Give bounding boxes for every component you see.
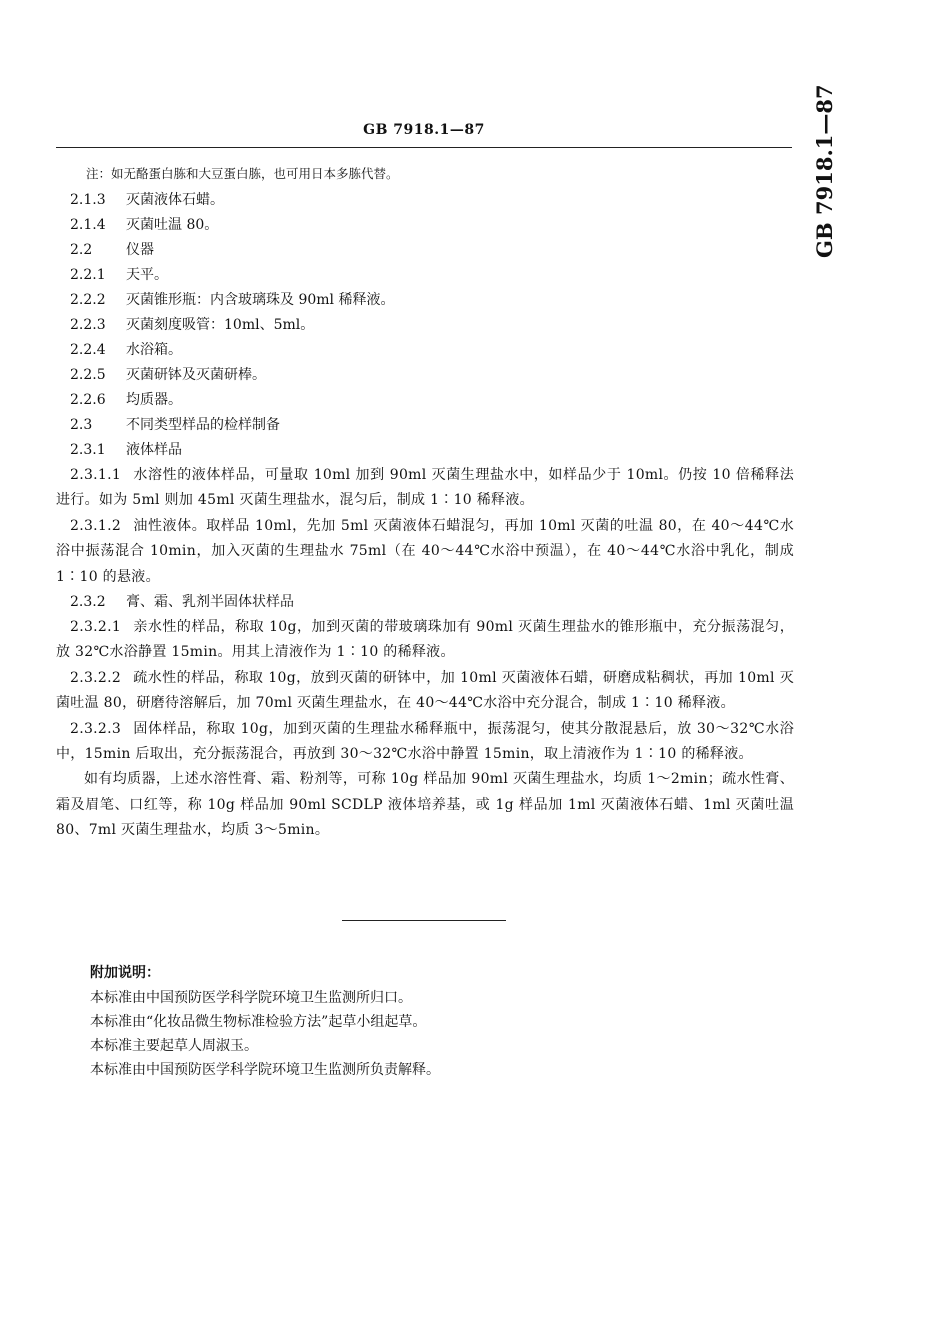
clause-text: 疏水性的样品，称取 10g，放到灭菌的研钵中，加 10ml 灭菌液体石蜡，研磨成粘稠状，再加 10ml 灭菌吐温 80，研磨待溶解后，加 70ml 灭菌生理盐水，在 40～44℃水浴中充分混合，制成 1∶10 稀释液。 [56, 669, 794, 712]
side-standard-code: GB 7918.1—87 [812, 84, 837, 258]
section-item [56, 313, 794, 338]
section-heading [56, 590, 794, 615]
section-item [56, 263, 794, 288]
section-separator [342, 920, 506, 921]
section-number: 2.2.6 [70, 392, 106, 408]
section-text: 天平。 [126, 267, 168, 283]
clause-text: 固体样品，称取 10g，加到灭菌的生理盐水稀释瓶中，振荡混匀，使其分散混悬后，放 30～32℃水浴中，15min 后取出，充分振荡混合，再放到 30～32℃水浴中静置 15min，取上清液作为 1∶10 的稀释液。 [56, 720, 794, 763]
section-number: 2.1.3 [70, 192, 106, 208]
header-rule [56, 147, 792, 148]
section-item [56, 363, 794, 388]
clause-text: 亲水性的样品，称取 10g，加到灭菌的带玻璃珠加有 90ml 灭菌生理盐水的锥形瓶中，充分振荡混匀，放 32℃水浴静置 15min。用其上清液作为 1∶10 的稀释液。 [56, 619, 794, 661]
section-item [56, 213, 794, 238]
section-item [56, 188, 794, 213]
section-number: 2.2 [70, 242, 93, 258]
section-number: 2.3 [70, 417, 93, 433]
clause-text: 油性液体。取样品 10ml，先加 5ml 灭菌液体石蜡混匀，再加 10ml 灭菌的吐温 80，在 40～44℃水浴中振荡混合 10min，加入灭菌的生理盐水 75ml（在 40～44℃水浴中预温），在 40～44℃水浴中乳化，制成 1∶10 的悬液。 [56, 517, 794, 585]
section-heading [56, 438, 794, 463]
section-number: 2.2.5 [70, 367, 106, 383]
section-item [56, 338, 794, 363]
section-number: 2.2.1 [70, 267, 106, 283]
section-text: 灭菌刻度吸管：10ml、5ml。 [126, 317, 315, 333]
section-item [56, 388, 794, 413]
clause-text: 水溶性的液体样品，可量取 10ml 加到 90ml 灭菌生理盐水中，如样品少于 10ml。仍按 10 倍稀释法进行。如为 5ml 则加 45ml 灭菌生理盐水，混匀后，制成 1∶10 稀释液。 [56, 467, 794, 509]
clause-number: 2.3.2.2 [70, 669, 122, 686]
section-heading [56, 413, 794, 438]
clause-number: 2.3.1.1 [70, 467, 122, 483]
clause-number: 2.3.2.3 [70, 720, 122, 737]
appendix-line: 本标准由“化妆品微生物标准检验方法”起草小组起草。 [90, 1014, 427, 1030]
appendix-line: 本标准由中国预防医学科学院环境卫生监测所负责解释。 [90, 1062, 440, 1078]
appendix-title: 附加说明： [90, 965, 160, 981]
clause-number: 2.3.1.2 [70, 517, 122, 534]
document-body [56, 164, 794, 844]
section-number: 2.3.2 [70, 594, 106, 611]
clause-paragraph [56, 615, 794, 666]
section-item [56, 288, 794, 313]
section-number: 2.1.4 [70, 217, 106, 233]
section-text: 灭菌吐温 80。 [126, 217, 219, 233]
clause-paragraph [56, 514, 794, 590]
section-text: 均质器。 [126, 392, 182, 408]
section-text: 不同类型样品的检样制备 [126, 417, 280, 433]
section-text: 液体样品 [126, 442, 182, 458]
section-number: 2.2.2 [70, 292, 106, 308]
section-number: 2.2.3 [70, 317, 106, 333]
section-number: 2.3.1 [70, 442, 106, 458]
section-text: 膏、霜、乳剂半固体状样品 [126, 594, 294, 611]
section-text: 灭菌研钵及灭菌研棒。 [126, 367, 266, 383]
page-header-code: GB 7918.1—87 [363, 122, 485, 138]
section-number: 2.2.4 [70, 342, 106, 358]
section-text: 水浴箱。 [126, 342, 182, 358]
clause-paragraph [56, 463, 794, 514]
appendix-line: 本标准由中国预防医学科学院环境卫生监测所归口。 [90, 990, 412, 1006]
note-text: 注：如无酪蛋白胨和大豆蛋白胨，也可用日本多胨代替。 [86, 166, 399, 181]
appendix-line: 本标准主要起草人周淑玉。 [90, 1038, 258, 1054]
clause-paragraph [56, 717, 794, 768]
section-text: 灭菌液体石蜡。 [126, 192, 224, 208]
section-text: 仪器 [126, 242, 154, 258]
clause-number: 2.3.2.1 [70, 619, 122, 636]
section-heading [56, 238, 794, 263]
appendix [90, 960, 750, 1082]
homogenizer-paragraph: 如有均质器，上述水溶性膏、霜、粉剂等，可称 10g 样品加 90ml 灭菌生理盐水，均质 1～2min；疏水性膏、霜及眉笔、口红等，称 10g 样品加 90ml SCDLP 液体培养基，或 1g 样品加 1ml 灭菌液体石蜡、1ml 灭菌吐温 80、7ml 灭菌生理盐水，均质 3～5min。 [56, 771, 794, 839]
clause-paragraph [56, 666, 794, 717]
section-text: 灭菌锥形瓶：内含玻璃珠及 90ml 稀释液。 [126, 292, 395, 308]
